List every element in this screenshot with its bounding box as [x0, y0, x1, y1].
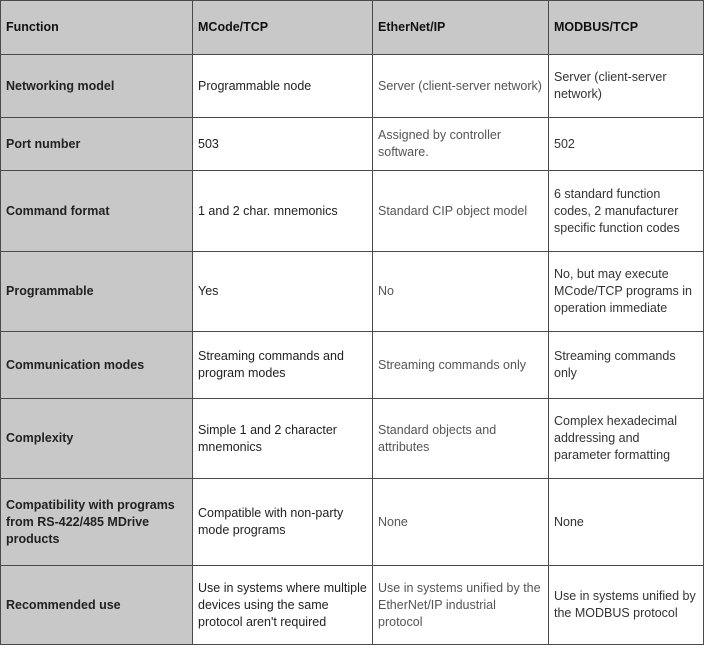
modbus-cell: 502 [549, 118, 704, 171]
ethernet-cell: Use in systems unified by the EtherNet/IP industrial protocol [373, 566, 549, 645]
mcode-cell: Programmable node [193, 55, 373, 118]
mcode-cell: Use in systems where multiple devices using the same protocol aren't required [193, 566, 373, 645]
modbus-cell: Server (client-server network) [549, 55, 704, 118]
ethernet-cell: Assigned by controller software. [373, 118, 549, 171]
mcode-cell: Streaming commands and program modes [193, 332, 373, 399]
mcode-cell: 503 [193, 118, 373, 171]
modbus-cell: None [549, 479, 704, 566]
table-row [1, 171, 704, 252]
modbus-cell: Complex hexadecimal addressing and parameter formatting [549, 399, 704, 479]
row-label: Communication modes [1, 332, 193, 399]
row-label: Programmable [1, 252, 193, 332]
table-row [1, 399, 704, 479]
mcode-cell: Simple 1 and 2 character mnemonics [193, 399, 373, 479]
modbus-cell: Use in systems unified by the MODBUS protocol [549, 566, 704, 645]
mcode-cell: Yes [193, 252, 373, 332]
header-function: Function [1, 1, 193, 55]
mcode-cell: Compatible with non-party mode programs [193, 479, 373, 566]
row-label: Complexity [1, 399, 193, 479]
modbus-cell: Streaming commands only [549, 332, 704, 399]
ethernet-cell: Standard objects and attributes [373, 399, 549, 479]
modbus-cell: 6 standard function codes, 2 manufacturer specific function codes [549, 171, 704, 252]
ethernet-cell: Server (client-server network) [373, 55, 549, 118]
row-label: Networking model [1, 55, 193, 118]
modbus-cell: No, but may execute MCode/TCP programs in operation immediate [549, 252, 704, 332]
ethernet-cell: None [373, 479, 549, 566]
ethernet-cell: Standard CIP object model [373, 171, 549, 252]
ethernet-cell: No [373, 252, 549, 332]
header-ethernet-ip: EtherNet/IP [373, 1, 549, 55]
table-row [1, 118, 704, 171]
header-modbus-tcp: MODBUS/TCP [549, 1, 704, 55]
table-row [1, 479, 704, 566]
table-row [1, 566, 704, 645]
row-label: Compatibility with programs from RS-422/485 MDrive products [1, 479, 193, 566]
table-row [1, 332, 704, 399]
row-label: Recommended use [1, 566, 193, 645]
header-mcode-tcp: MCode/TCP [193, 1, 373, 55]
mcode-cell: 1 and 2 char. mnemonics [193, 171, 373, 252]
table-row [1, 252, 704, 332]
row-label: Port number [1, 118, 193, 171]
row-label: Command format [1, 171, 193, 252]
table-row [1, 55, 704, 118]
table-header-row [1, 1, 704, 55]
ethernet-cell: Streaming commands only [373, 332, 549, 399]
